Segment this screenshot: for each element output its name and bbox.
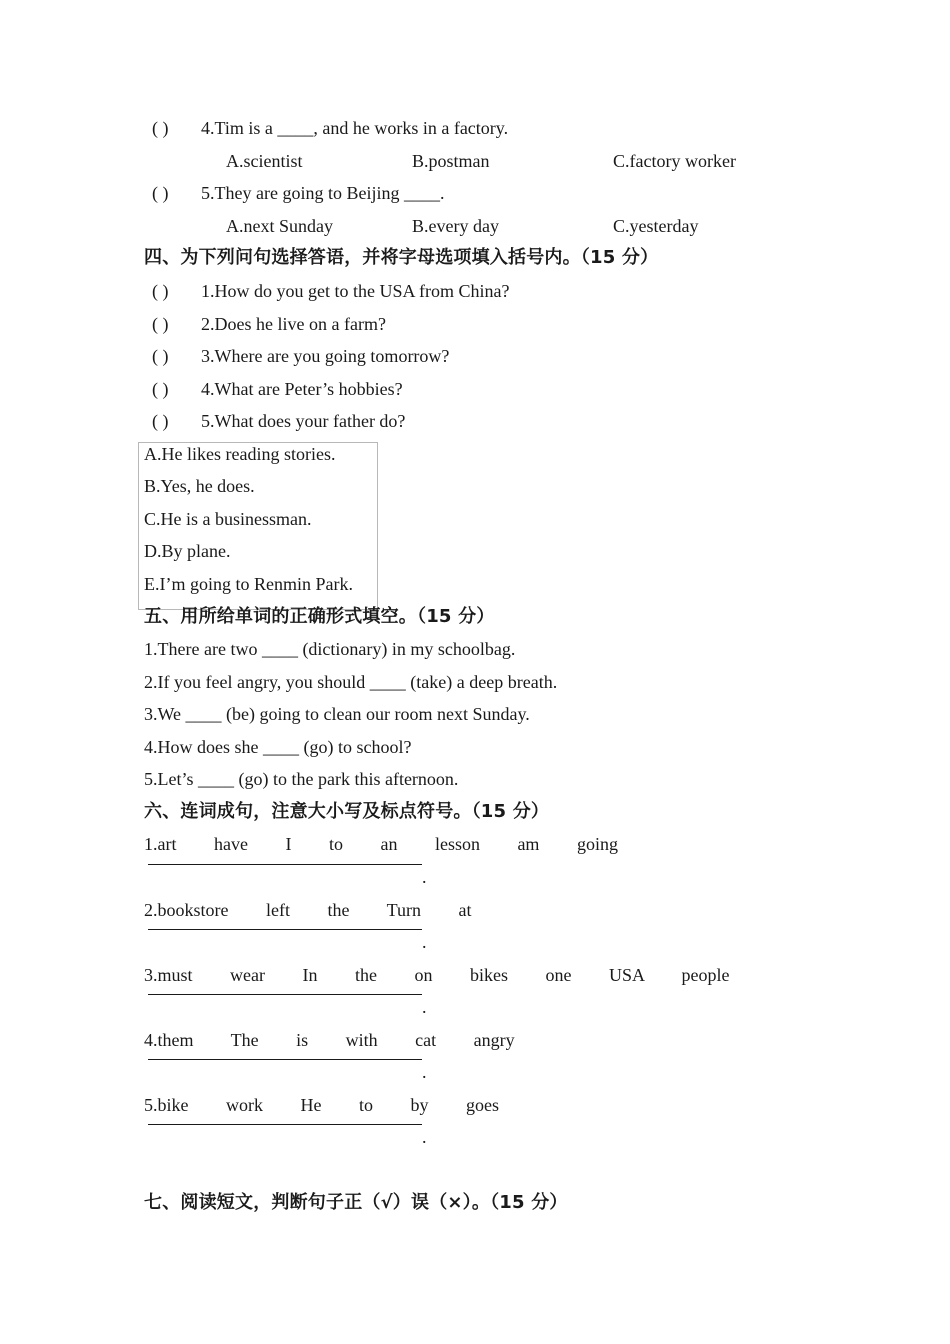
- option-c: C.factory worker: [613, 151, 736, 171]
- word-scramble: 3.must wear In the on bikes one USA people: [144, 965, 730, 985]
- answer-paren: ( ): [152, 183, 169, 203]
- answer-line[interactable]: [148, 1124, 422, 1125]
- word-scramble: 5.bike work He to by goes: [144, 1095, 499, 1115]
- fill-item: 3.We ____ (be) going to clean our room next Sunday.: [144, 704, 530, 724]
- answer-line[interactable]: [148, 864, 422, 865]
- answer-paren: ( ): [152, 411, 169, 431]
- option-a: A.next Sunday: [226, 216, 333, 236]
- fill-item: 5.Let’s ____ (go) to the park this afternoon.: [144, 769, 459, 789]
- answer-option: B.Yes, he does.: [144, 476, 255, 496]
- answer-option: E.I’m going to Renmin Park.: [144, 574, 353, 594]
- word-scramble: 1.art have I to an lesson am going: [144, 834, 618, 854]
- period-mark: .: [422, 1062, 427, 1082]
- section-7-heading: 七、阅读短文，判断句子正（√）误（×）。（15 分）: [144, 1192, 568, 1213]
- period-mark: .: [422, 997, 427, 1017]
- fill-item: 4.How does she ____ (go) to school?: [144, 737, 412, 757]
- answer-line[interactable]: [148, 1059, 422, 1060]
- question-text: 4.What are Peter’s hobbies?: [201, 379, 403, 399]
- answer-option: D.By plane.: [144, 541, 231, 561]
- word-scramble: 2.bookstore left the Turn at: [144, 900, 472, 920]
- option-b: B.every day: [412, 216, 499, 236]
- answer-paren: ( ): [152, 118, 169, 138]
- section-4-heading: 四、为下列问句选择答语，并将字母选项填入括号内。（15 分）: [144, 247, 659, 268]
- answer-option: A.He likes reading stories.: [144, 444, 336, 464]
- answer-paren: ( ): [152, 281, 169, 301]
- period-mark: .: [422, 1127, 427, 1147]
- question-text: 2.Does he live on a farm?: [201, 314, 386, 334]
- answer-option: C.He is a businessman.: [144, 509, 312, 529]
- word-scramble: 4.them The is with cat angry: [144, 1030, 515, 1050]
- option-b: B.postman: [412, 151, 490, 171]
- answer-paren: ( ): [152, 379, 169, 399]
- question-4-text: 4.Tim is a ____, and he works in a factory.: [201, 118, 509, 138]
- fill-item: 2.If you feel angry, you should ____ (take) a deep breath.: [144, 672, 558, 692]
- question-text: 3.Where are you going tomorrow?: [201, 346, 450, 366]
- option-a: A.scientist: [226, 151, 303, 171]
- question-5-text: 5.They are going to Beijing ____.: [201, 183, 445, 203]
- answer-paren: ( ): [152, 314, 169, 334]
- answer-paren: ( ): [152, 346, 169, 366]
- question-text: 5.What does your father do?: [201, 411, 406, 431]
- option-c: C.yesterday: [613, 216, 699, 236]
- fill-item: 1.There are two ____ (dictionary) in my schoolbag.: [144, 639, 516, 659]
- section-6-heading: 六、连词成句，注意大小写及标点符号。（15 分）: [144, 801, 550, 822]
- question-text: 1.How do you get to the USA from China?: [201, 281, 510, 301]
- answer-line[interactable]: [148, 994, 422, 995]
- section-5-heading: 五、用所给单词的正确形式填空。（15 分）: [144, 606, 495, 627]
- period-mark: .: [422, 867, 427, 887]
- period-mark: .: [422, 932, 427, 952]
- answer-line[interactable]: [148, 929, 422, 930]
